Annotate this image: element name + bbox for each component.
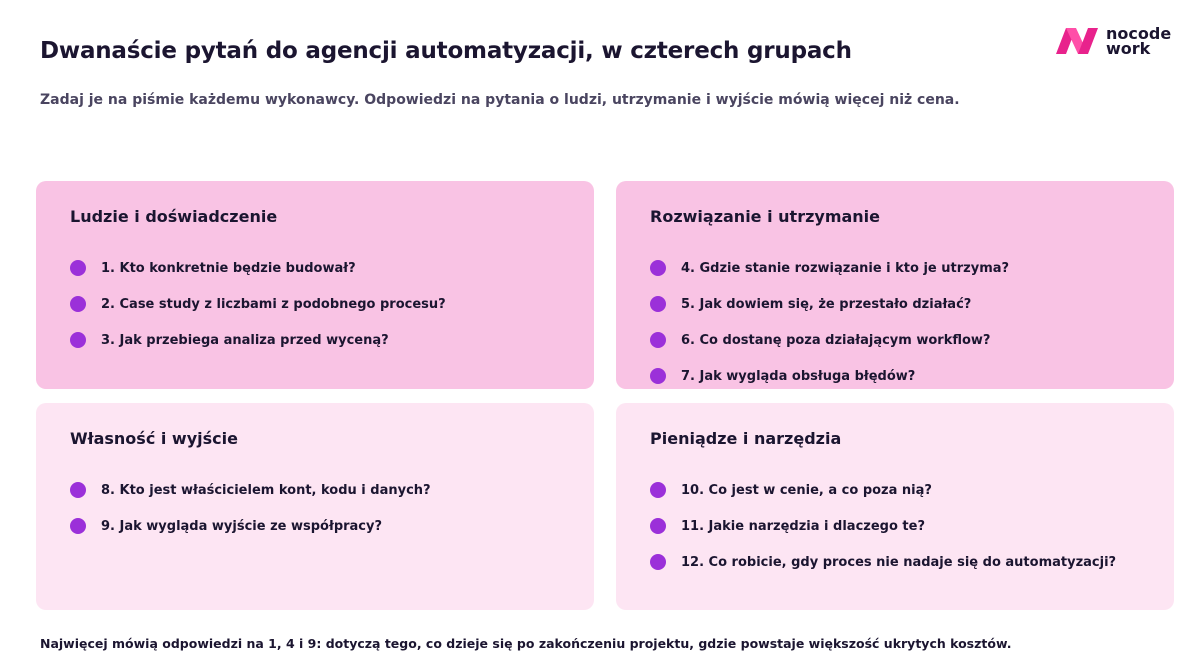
- question-list: [650, 472, 1140, 580]
- card-money-tools: [616, 403, 1174, 610]
- card-title: Ludzie i doświadczenie: [70, 207, 278, 226]
- card-ownership-exit: [36, 403, 594, 610]
- bullet-dot-icon: [70, 296, 86, 312]
- question-text: 2. Case study z liczbami z podobnego procesu?: [101, 296, 446, 312]
- list-item: [70, 472, 560, 508]
- question-text: 10. Co jest w cenie, a co poza nią?: [681, 482, 932, 498]
- question-text: 7. Jak wygląda obsługa błędów?: [681, 368, 916, 384]
- question-list: [70, 472, 560, 544]
- page-subtitle: Zadaj je na piśmie każdemu wykonawcy. Odpowiedzi na pytania o ludzi, utrzymanie i wyjście mówią więcej niż cena.: [40, 92, 960, 108]
- list-item: [70, 286, 560, 322]
- bullet-dot-icon: [650, 554, 666, 570]
- list-item: [70, 322, 560, 358]
- bullet-dot-icon: [650, 368, 666, 384]
- list-item: [650, 286, 1140, 322]
- bullet-dot-icon: [70, 260, 86, 276]
- list-item: [650, 322, 1140, 358]
- question-text: 5. Jak dowiem się, że przestało działać?: [681, 296, 972, 312]
- card-title: Pieniądze i narzędzia: [650, 429, 842, 448]
- list-item: [650, 544, 1140, 580]
- question-text: 6. Co dostanę poza działającym workflow?: [681, 332, 991, 348]
- nocode-logo-icon: [1054, 26, 1100, 56]
- bullet-dot-icon: [650, 332, 666, 348]
- logo-line-1: nocode: [1106, 24, 1172, 43]
- question-list: [650, 250, 1140, 394]
- bullet-dot-icon: [70, 332, 86, 348]
- bullet-dot-icon: [650, 482, 666, 498]
- bullet-dot-icon: [70, 518, 86, 534]
- bullet-dot-icon: [650, 518, 666, 534]
- logo-text: [1106, 26, 1171, 56]
- question-text: 4. Gdzie stanie rozwiązanie i kto je utrzyma?: [681, 260, 1010, 276]
- list-item: [650, 508, 1140, 544]
- question-text: 12. Co robicie, gdy proces nie nadaje się do automatyzacji?: [681, 554, 1117, 570]
- question-text: 8. Kto jest właścicielem kont, kodu i danych?: [101, 482, 431, 498]
- list-item: [650, 358, 1140, 394]
- list-item: [650, 472, 1140, 508]
- list-item: [650, 250, 1140, 286]
- bullet-dot-icon: [70, 482, 86, 498]
- bullet-dot-icon: [650, 296, 666, 312]
- card-solution-maintenance: [616, 181, 1174, 389]
- question-text: 3. Jak przebiega analiza przed wyceną?: [101, 332, 389, 348]
- question-text: 1. Kto konkretnie będzie budował?: [101, 260, 356, 276]
- question-text: 11. Jakie narzędzia i dlaczego te?: [681, 518, 925, 534]
- page-title: Dwanaście pytań do agencji automatyzacji, w czterech grupach: [40, 38, 852, 64]
- question-list: [70, 250, 560, 358]
- footer-note: Najwięcej mówią odpowiedzi na 1, 4 i 9: dotyczą tego, co dzieje się po zakończeniu projektu, gdzie powstaje większość ukrytych kosztów.: [40, 636, 1012, 651]
- logo: [1054, 26, 1171, 56]
- logo-line-2: work: [1106, 39, 1151, 58]
- card-title: Własność i wyjście: [70, 429, 238, 448]
- list-item: [70, 250, 560, 286]
- question-text: 9. Jak wygląda wyjście ze współpracy?: [101, 518, 383, 534]
- bullet-dot-icon: [650, 260, 666, 276]
- list-item: [70, 508, 560, 544]
- card-people-experience: [36, 181, 594, 389]
- card-title: Rozwiązanie i utrzymanie: [650, 207, 881, 226]
